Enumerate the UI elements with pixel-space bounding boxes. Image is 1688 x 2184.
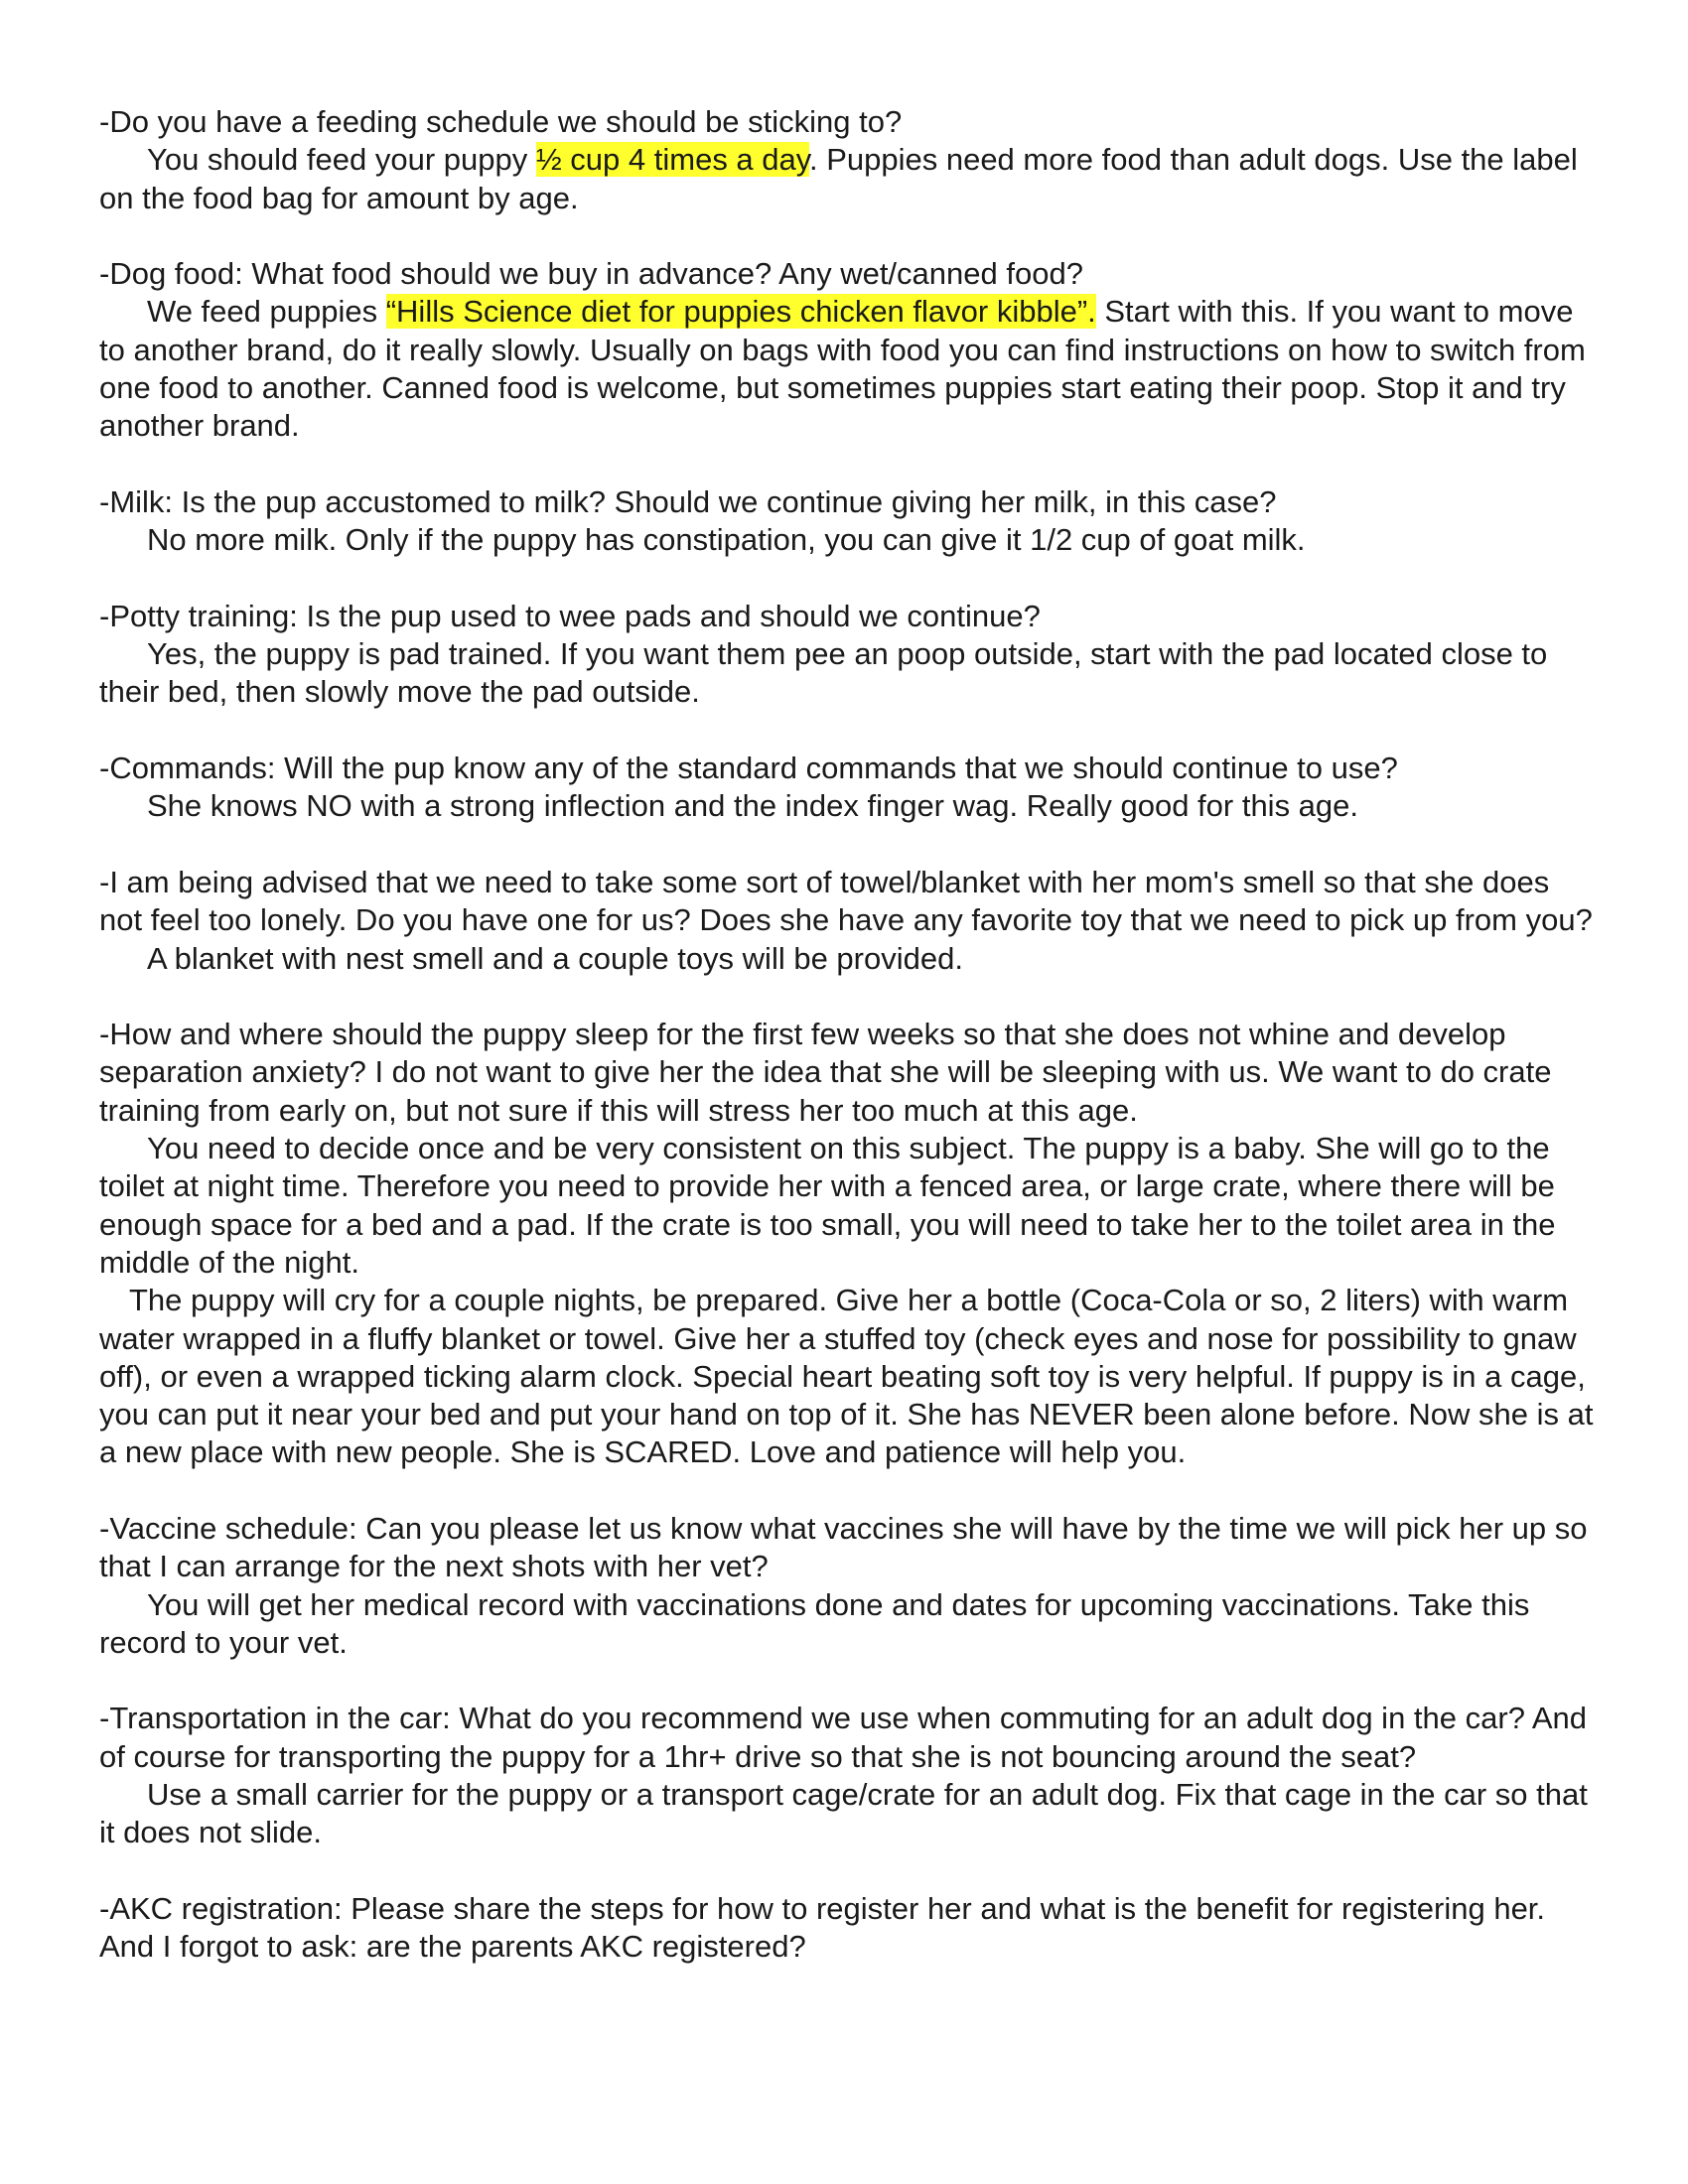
qa-feeding-schedule (99, 103, 1599, 217)
qa-dog-food (99, 255, 1599, 445)
answer-part: We feed puppies (147, 294, 386, 330)
answer-text: No more milk. Only if the puppy has constipation, you can give it 1/2 cup of goat milk. (147, 522, 1306, 558)
answer-text: Yes, the puppy is pad trained. If you want them pee an poop outside, start with the pad located close to their bed, then slowly move the pad outside. (99, 636, 1548, 710)
answer-text-continued: The puppy will cry for a couple nights, be prepared. Give her a bottle (Coca-Cola or so, 2 liters) with warm water wrapped in a fluffy blanket or towel. Give her a stuffed toy (check eyes and nose for possibility to gnaw off), or even a wrapped ticking alarm clock. Special heart beating soft toy is very helpful. If puppy is in a cage, you can put it near your bed and put your hand on top of it. She has NEVER been alone before. Now she is at a new place with new people. She is SCARED. Love and patience will help you. (99, 1283, 1594, 1470)
qa-transportation (99, 1700, 1599, 1851)
answer-part: Start with this. If you want to move to another brand, do it really slowly. Usually on bags with food you can find instructions on how to switch from one food to another. Canned food is welcome, but sometimes puppies start eating their poop. Stop it and try another brand. (99, 294, 1586, 444)
question-text: -Milk: Is the pup accustomed to milk? Should we continue giving her milk, in this case? (99, 483, 1277, 519)
qa-sleeping (99, 1016, 1599, 1472)
question-text: -Do you have a feeding schedule we should be sticking to? (99, 104, 903, 139)
answer-part: . Puppies need more food than adult dogs. Use the label on the food bag for amount by age. (99, 142, 1578, 215)
qa-vaccine-schedule (99, 1510, 1599, 1662)
question-text: -I am being advised that we need to take some sort of towel/blanket with her mom's smell so that she does not feel too lonely. Do you have one for us? Does she have any favorite toy that we need to pick up from you? (99, 864, 1593, 938)
qa-akc-registration (99, 1890, 1599, 1967)
question-text: -Commands: Will the pup know any of the standard commands that we should continue to use? (99, 751, 1398, 786)
question-text: -Dog food: What food should we buy in advance? Any wet/canned food? (99, 256, 1083, 292)
answer-text: You need to decide once and be very consistent on this subject. The puppy is a baby. She will go to the toilet at night time. Therefore you need to provide her with a fenced area, or large crate, where there will be enough space for a bed and a pad. If the crate is too small, you will need to take her to the toilet area in the middle of the night. (99, 1131, 1556, 1280)
qa-milk (99, 483, 1599, 560)
answer-text: A blanket with nest smell and a couple toys will be provided. (147, 940, 963, 976)
answer-text: Use a small carrier for the puppy or a transport cage/crate for an adult dog. Fix that cage in the car so that it does not slide. (99, 1777, 1588, 1850)
answer-text: She knows NO with a strong inflection and the index finger wag. Really good for this age. (147, 788, 1359, 824)
question-text: -Transportation in the car: What do you recommend we use when commuting for an adult dog in the car? And of course for transporting the puppy for a 1hr+ drive so that she is not bouncing around the seat? (99, 1701, 1587, 1774)
highlighted-text: ½ cup 4 times a day (535, 142, 809, 178)
qa-potty-training (99, 598, 1599, 712)
qa-commands (99, 750, 1599, 826)
answer-part: You should feed your puppy (147, 142, 536, 178)
highlighted-text: “Hills Science diet for puppies chicken flavor kibble”. (385, 294, 1096, 330)
question-text: -Potty training: Is the pup used to wee pads and should we continue? (99, 598, 1041, 633)
question-text: -AKC registration: Please share the steps for how to register her and what is the benefit for registering her. And I forgot to ask: are the parents AKC registered? (99, 1890, 1546, 1965)
question-text: -Vaccine schedule: Can you please let us know what vaccines she will have by the time we will pick her up so that I can arrange for the next shots with her vet? (99, 1510, 1588, 1584)
answer-text: You will get her medical record with vaccinations done and dates for upcoming vaccinations. Take this record to your vet. (99, 1586, 1530, 1660)
answer-text (99, 141, 1599, 217)
question-text: -How and where should the puppy sleep for the first few weeks so that she does not whine and develop separation anxiety? I do not want to give her the idea that she will be sleeping with us. We want to do crate training from early on, but not sure if this will stress her too much at this age. (99, 1017, 1552, 1128)
answer-text (99, 293, 1599, 445)
qa-towel-blanket (99, 864, 1599, 978)
